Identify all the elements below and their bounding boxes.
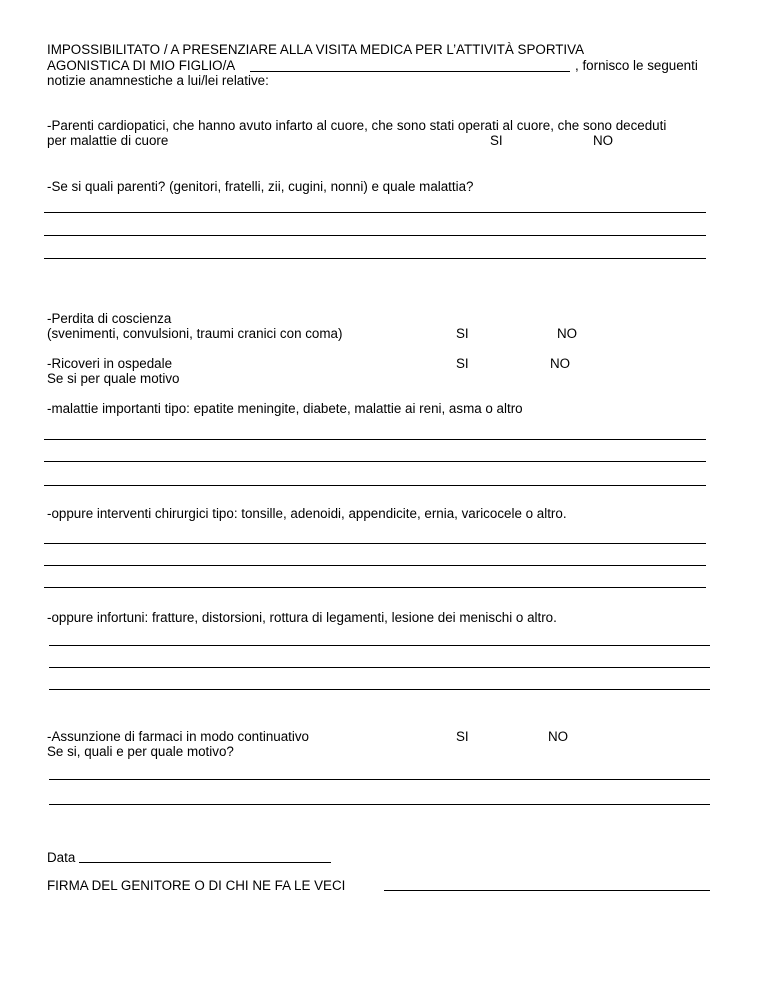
relatives-question: -Se si quali parenti? (genitori, fratelli, zii, cugini, nonni) e quale malattia? [47,179,474,194]
drugs-answer-line[interactable] [49,804,710,805]
cardiac-no-option[interactable]: NO [593,133,614,148]
drugs-answer-line[interactable] [49,779,710,780]
drugs-no-option[interactable]: NO [548,729,569,744]
consciousness-question-line-2: (svenimenti, convulsioni, traumi cranici con coma) [47,326,343,341]
surgery-question: -oppure interventi chirurgici tipo: tonsille, adenoidi, appendicite, ernia, varicocele o altro. [47,506,567,521]
header-line-3: notizie anamnestiche a lui/lei relative: [47,73,269,88]
diseases-question: -malattie importanti tipo: epatite meningite, diabete, malattie ai reni, asma o altro [47,401,523,416]
cardiac-yes-option[interactable]: SI [490,133,503,148]
consciousness-no-option[interactable]: NO [557,326,578,341]
child-name-field[interactable] [250,71,570,72]
date-label: Data [47,850,76,865]
header-line-2-suffix: , fornisco le seguenti [575,58,698,73]
relatives-answer-line[interactable] [44,212,706,213]
signature-field[interactable] [384,890,710,891]
surgery-answer-line[interactable] [44,587,706,588]
drugs-yes-option[interactable]: SI [456,729,469,744]
hospital-question-line-1: -Ricoveri in ospedale [47,356,173,371]
hospital-question-line-2: Se si per quale motivo [47,371,180,386]
consciousness-yes-option[interactable]: SI [456,326,469,341]
consciousness-question-line-1: -Perdita di coscienza [47,311,172,326]
drugs-question-line-1: -Assunzione di farmaci in modo continuativo [47,729,309,744]
header-child-label: AGONISTICA DI MIO FIGLIO/A [47,58,236,73]
diseases-answer-line[interactable] [44,439,706,440]
date-field[interactable] [79,862,331,863]
cardiac-question-line-1: -Parenti cardiopatici, che hanno avuto infarto al cuore, che sono stati operati al cuore, che sono deceduti [47,118,667,133]
diseases-answer-line[interactable] [44,485,706,486]
signature-label: FIRMA DEL GENITORE O DI CHI NE FA LE VECI [47,878,346,893]
relatives-answer-line[interactable] [44,258,706,259]
cardiac-question-line-2: per malattie di cuore [47,133,169,148]
injuries-answer-line[interactable] [49,667,710,668]
relatives-answer-line[interactable] [44,235,706,236]
injuries-answer-line[interactable] [49,645,710,646]
injuries-answer-line[interactable] [49,689,710,690]
hospital-yes-option[interactable]: SI [456,356,469,371]
surgery-answer-line[interactable] [44,565,706,566]
diseases-answer-line[interactable] [44,461,706,462]
drugs-question-line-2: Se si, quali e per quale motivo? [47,744,234,759]
hospital-no-option[interactable]: NO [550,356,571,371]
injuries-question: -oppure infortuni: fratture, distorsioni, rottura di legamenti, lesione dei menischi o altro. [47,610,557,625]
header-line-1: IMPOSSIBILITATO / A PRESENZIARE ALLA VISITA MEDICA PER L’ATTIVITÀ SPORTIVA [47,42,585,57]
surgery-answer-line[interactable] [44,543,706,544]
